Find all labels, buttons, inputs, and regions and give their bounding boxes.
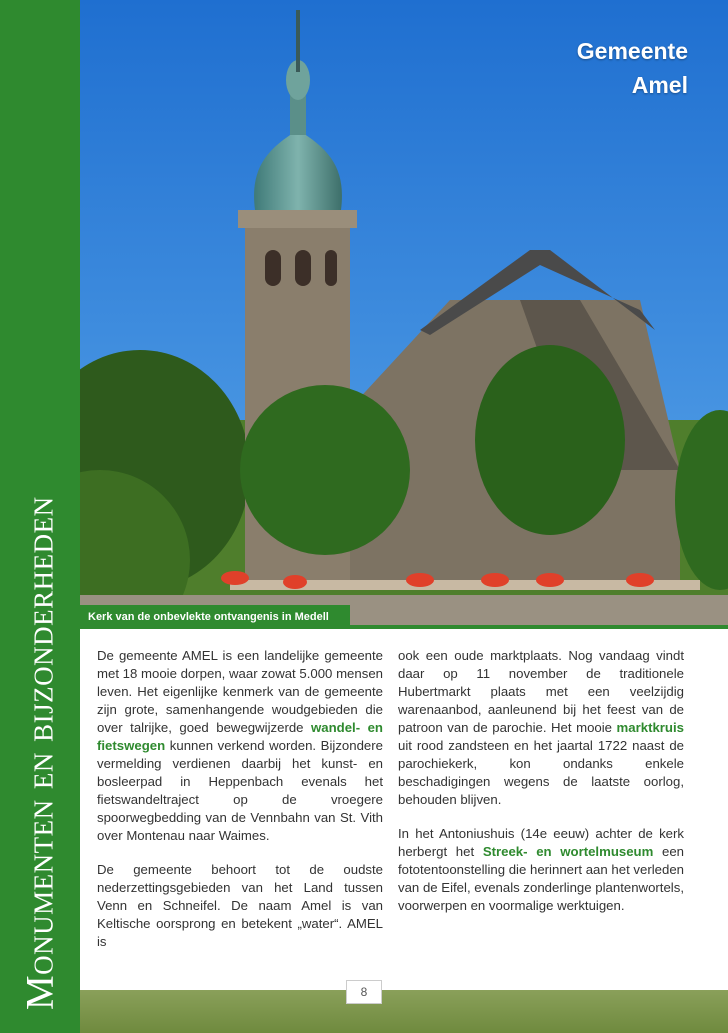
photo-caption: Kerk van de onbevlekte ontvangenis in Medell [80, 605, 350, 629]
sidebar-title: Monumenten en bijzonderheden [18, 496, 62, 1010]
paragraph-text: kunnen verkend worden. Bijzondere vermelding verdienen daarbij het kunst- en bosleerpad in Heppenbach evenals het fietswandeltraject op de vroegere spoorwegbedding van de Vennbahn van St. Vith over Montenau naar Waimes. [97, 738, 383, 843]
paragraph [97, 861, 383, 951]
text-panel [80, 629, 728, 1033]
bottom-photo-strip [80, 990, 728, 1033]
paragraph [97, 647, 383, 845]
title-line-1: Gemeente [576, 38, 688, 64]
municipality-title [577, 34, 688, 102]
page-number: 8 [346, 980, 382, 1004]
paragraph [398, 647, 684, 809]
paragraph-text: ook een oude marktplaats. Nog vandaag vindt daar op 11 november de traditionele Hubertmarkt plaats met een veelzijdig warenaanbod, aanleunend bij het feest van de patroon van de parochie. Het mooie [398, 648, 684, 735]
paragraph-text: uit rood zandsteen en het jaartal 1722 naast de parochiekerk, kon ondanks enkele beschadigingen wegens de laatste oorlog, behouden blijven. [398, 738, 684, 807]
sidebar [0, 0, 80, 1033]
paragraph-text: De gemeente behoort tot de oudste nederzettingsgebieden van het Land tussen Venn en Schneifel. De naam Amel is van Keltische oorsprong en betekent „water“. AMEL is [97, 862, 383, 949]
title-line-2: Amel [631, 72, 688, 98]
church-photo [80, 0, 728, 625]
paragraph-text: De gemeente AMEL is een landelijke gemeente met 18 mooie dorpen, waar zowat 5.000 mensen leven. Het eigenlijke kenmerk van de gemeente zijn grote, samenhangende woudgebieden die over talrijke, goed bewegwijzerde [97, 648, 383, 735]
paragraph [398, 825, 684, 915]
highlight-market-cross: marktkruis [616, 720, 684, 735]
text-column-left [97, 647, 383, 967]
paragraph-text: een fototentoonstelling die herinnert aan het verleden van de Eifel, evenals zonderlinge plantenwortels, voorwerpen en voormalige werktuigen. [398, 844, 685, 913]
text-column-right [398, 647, 684, 931]
highlight-walking-cycling-routes: wandel- en fietswegen [97, 720, 383, 753]
paragraph-text: In het Antoniushuis (14e eeuw) achter de kerk herbergt het [398, 826, 684, 859]
highlight-museum: Streek- en wortelmuseum [482, 844, 654, 859]
